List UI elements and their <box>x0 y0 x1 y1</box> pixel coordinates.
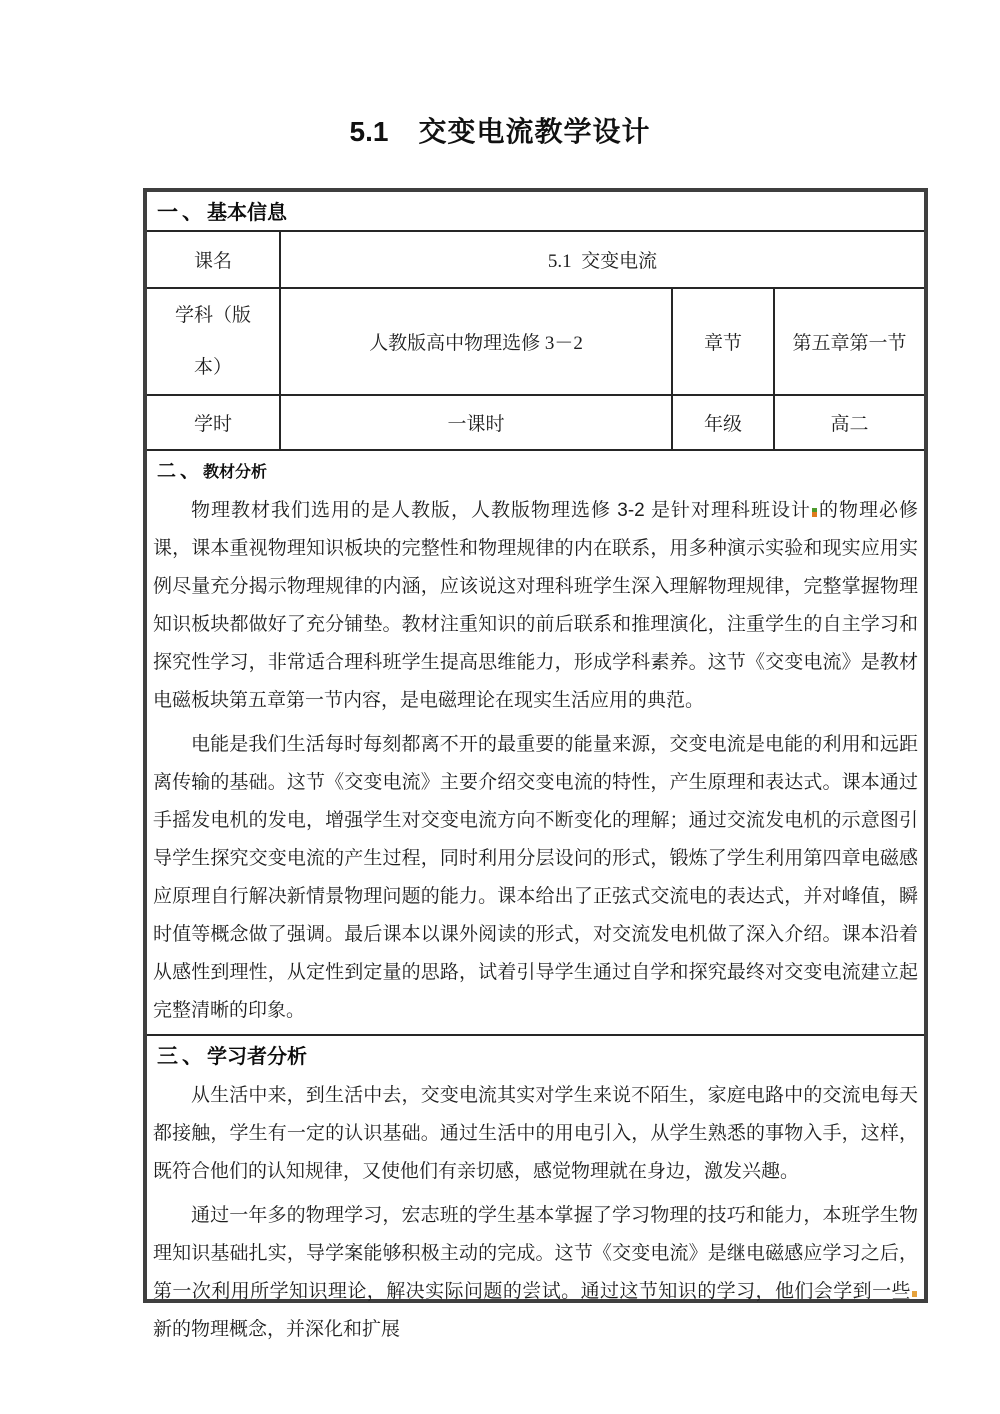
learner-analysis-paragraph-1: 从生活中来，到生活中去，交变电流其实对学生来说不陌生，家庭电路中的交流电每天都接触，学生有一定的认识基础。通过生活中的用电引入，从学生熟悉的事物入手，这样，既符合他们的认知规律，又使他们有亲切感，感觉物理就在身边，激发兴趣。 <box>153 1085 918 1182</box>
material-analysis-heading-text: 教材分析 <box>203 464 268 481</box>
spellcheck-mark-icon <box>812 508 817 517</box>
material-analysis-row <box>145 450 926 1035</box>
material-analysis-heading <box>157 459 918 486</box>
period-row <box>145 395 926 450</box>
teaching-design-table <box>143 188 928 1340</box>
chapter-value: 第五章第一节 <box>774 288 926 395</box>
teaching-design-table-wrap <box>143 188 928 1340</box>
basic-info-heading-text: 基本信息 <box>207 202 287 224</box>
grade-value: 高二 <box>774 395 926 450</box>
course-name-value: 5.1 交变电流 <box>280 231 926 288</box>
spellcheck-mark-icon <box>912 1291 917 1297</box>
course-name-row <box>145 231 926 288</box>
learner-analysis-section <box>145 1035 926 1340</box>
learner-analysis-row <box>145 1035 926 1301</box>
material-analysis-paragraph-2: 电能是我们生活每时每刻都离不开的最重要的能量来源，交变电流是电能的利用和远距离传输的基础。这节《交变电流》主要介绍交变电流的特性，产生原理和表达式。课本通过手摇发电机的发电，增强学生对交变电流方向不断变化的理解；通过交流发电机的示意图引导学生探究交变电流的产生过程，同时利用分层设问的形式，锻炼了学生利用第四章电磁感应原理自行解决新情景物理问题的能力。课本给出了正弦式交流电的表达式，并对峰值，瞬时值等概念做了强调。最后课本以课外阅读的形式，对交流发电机做了深入介绍。课本沿着从感性到理性，从定性到定量的思路，试着引导学生通过自学和探究最终对交变电流建立起完整清晰的印象。 <box>153 734 918 1021</box>
basic-info-heading-number: 一、 <box>157 201 207 224</box>
subject-label: 学科（版本） <box>145 288 280 395</box>
page-title-number: 5.1 <box>349 116 389 147</box>
learner-analysis-paragraph-2: 通过一年多的物理学习，宏志班的学生基本掌握了学习物理的技巧和能力，本班学生物理知识基础扎实，导学案能够积极主动的完成。这节《交变电流》是继电磁感应学习之后，第一次利用所学知识理论，解决实际问题的尝试。通过这节知识的学习，他们会学到一些新的物理概念，并深化和扩展 <box>153 1205 918 1340</box>
period-value: 一课时 <box>280 395 672 450</box>
subject-row <box>145 288 926 395</box>
learner-analysis-heading-text: 学习者分析 <box>207 1046 307 1068</box>
learner-analysis-heading-number: 三、 <box>157 1045 207 1068</box>
period-label: 学时 <box>145 395 280 450</box>
subject-value: 人教版高中物理选修 3－2 <box>280 288 672 395</box>
chapter-label: 章节 <box>672 288 774 395</box>
page-title <box>0 112 1000 152</box>
course-name-label: 课名 <box>145 231 280 288</box>
basic-info-section-heading <box>145 190 926 231</box>
page-title-text: 交变电流教学设计 <box>418 116 651 147</box>
material-analysis-paragraph-1: 物理教材我们选用的是人教版，人教版物理选修 3-2 是针对理科班设计 的物理必修课，课本重视物理知识板块的完整性和物理规律的内在联系，用多种演示实验和现实应用实例尽量充分揭示物理规律的内涵，应该说这对理科班学生深入理解物理规律，完整掌握物理知识板块都做好了充分铺垫。教材注重知识的前后联系和推理演化，注重学生的自主学习和探究性学习，非常适合理科班学生提高思维能力，形成学科素养。这节《交变电流》是教材电磁板块第五章第一节内容，是电磁理论在现实生活应用的典范。 <box>153 500 918 711</box>
material-analysis-heading-number: 二、 <box>157 461 204 482</box>
basic-info-header-row <box>145 190 926 231</box>
material-analysis-section <box>145 450 926 1035</box>
grade-label: 年级 <box>672 395 774 450</box>
learner-analysis-heading <box>157 1044 918 1071</box>
learner-analysis-clip <box>153 1044 918 1340</box>
